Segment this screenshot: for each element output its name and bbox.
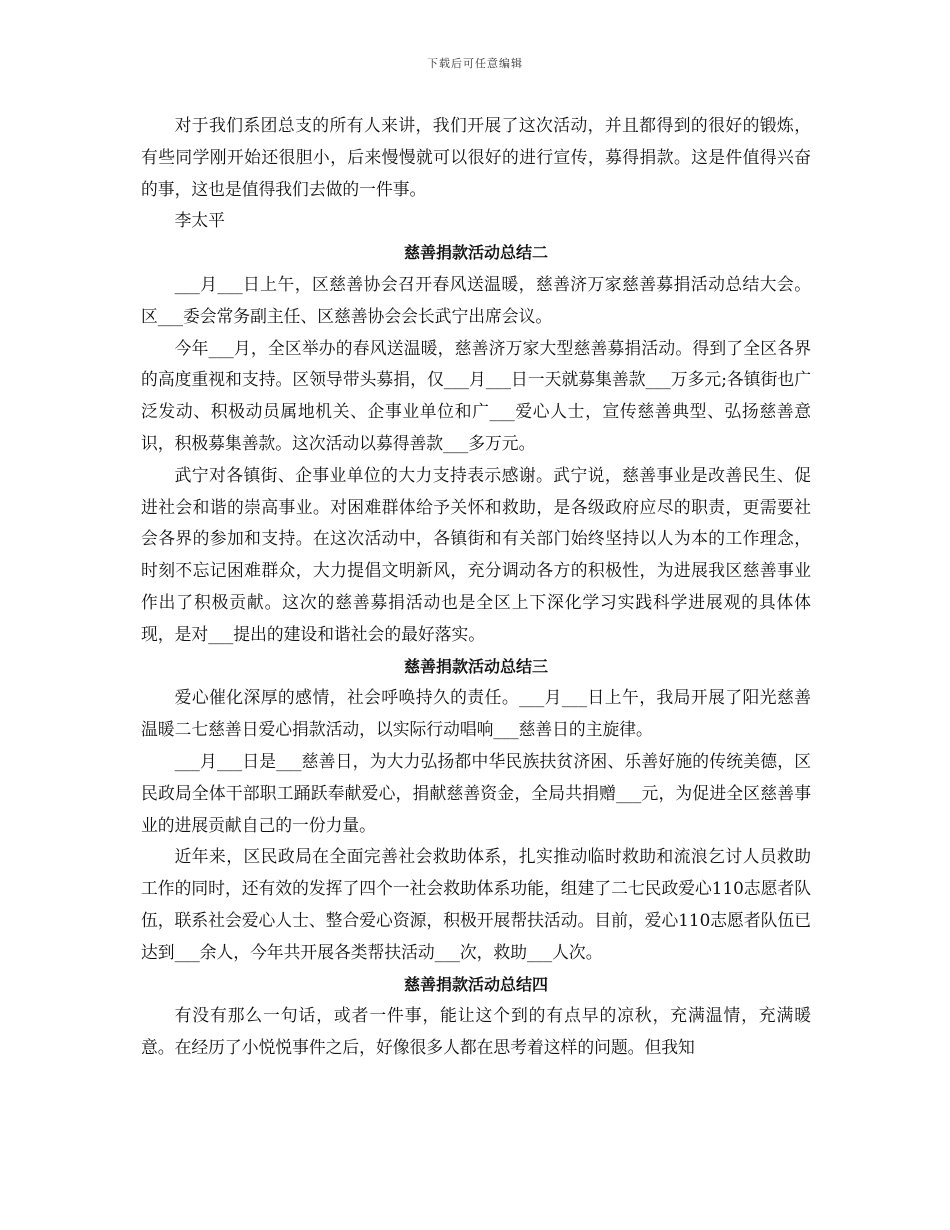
- body-paragraph: 今年___月，全区举办的春风送温暖，慈善济万家大型慈善募捐活动。得到了全区各界的高度重视和支持。区领导带头募捐，仅___月___日一天就募集善款___万多元;各镇街也广泛发动、积极动员属地机关、企事业单位和广___爱心人士，宣传慈善典型、弘扬慈善意识，积极募集善款。这次活动以募得善款___多万元。: [141, 337, 811, 453]
- section-title: 慈善捐款活动总结三: [403, 656, 548, 676]
- body-paragraph: ___月___日是___慈善日，为大力弘扬都中华民族扶贫济困、乐善好施的传统美德，区民政局全体干部职工踊跃奉献爱心，捐献慈善资金，全局共捐赠___元，为促进全区慈善事业的进展贡献自己的一份力量。: [141, 750, 811, 835]
- document-body: [141, 110, 811, 1064]
- author-signature: 李太平: [174, 210, 225, 231]
- body-paragraph: 对于我们系团总支的所有人来讲，我们开展了这次活动，并且都得到的很好的锻炼，有些同学刚开始还很胆小，后来慢慢就可以很好的进行宣传，募得捐款。这是件值得兴奋的事，这也是值得我们去做的一件事。: [141, 115, 811, 199]
- section-title: 慈善捐款活动总结四: [403, 974, 548, 994]
- body-paragraph: 近年来，区民政局在全面完善社会救助体系，扎实推动临时救助和流浪乞讨人员救助工作的同时，还有效的发挥了四个一社会救助体系功能，组建了二七民政爱心110志愿者队伍，联系社会爱心人士、整合爱心资源，积极开展帮扶活动。目前，爱心110志愿者队伍已达到___余人，今年共开展各类帮扶活动___次，救助___人次。: [141, 846, 811, 962]
- body-paragraph: 有没有那么一句话，或者一件事，能让这个到的有点早的凉秋，充满温情，充满暖意。在经历了小悦悦事件之后，好像很多人都在思考着这样的问题。但我知: [141, 1005, 811, 1058]
- body-paragraph: ___月___日上午，区慈善协会召开春风送温暖，慈善济万家慈善募捐活动总结大会。区___委会常务副主任、区慈善协会会长武宁出席会议。: [141, 273, 811, 326]
- section-title: 慈善捐款活动总结二: [403, 243, 548, 263]
- body-paragraph: 爱心催化深厚的感情，社会呼唤持久的责任。___月___日上午，我局开展了阳光慈善温暖二七慈善日爱心捐款活动，以实际行动唱响___慈善日的主旋律。: [141, 687, 811, 740]
- page-header: 下载后可任意编辑: [427, 57, 523, 70]
- body-paragraph: 武宁对各镇街、企事业单位的大力支持表示感谢。武宁说，慈善事业是改善民生、促进社会和谐的崇高事业。对困难群体给予关怀和救助，是各级政府应尽的职责，更需要社会各界的参加和支持。在这次活动中，各镇街和有关部门始终坚持以人为本的工作理念，时刻不忘记困难群众，大力提倡文明新风，充分调动各方的积极性，为进展我区慈善事业作出了积极贡献。这次的慈善募捐活动也是全区上下深化学习实践科学进展观的具体体现，是对___提出的建设和谐社会的最好落实。: [141, 464, 811, 644]
